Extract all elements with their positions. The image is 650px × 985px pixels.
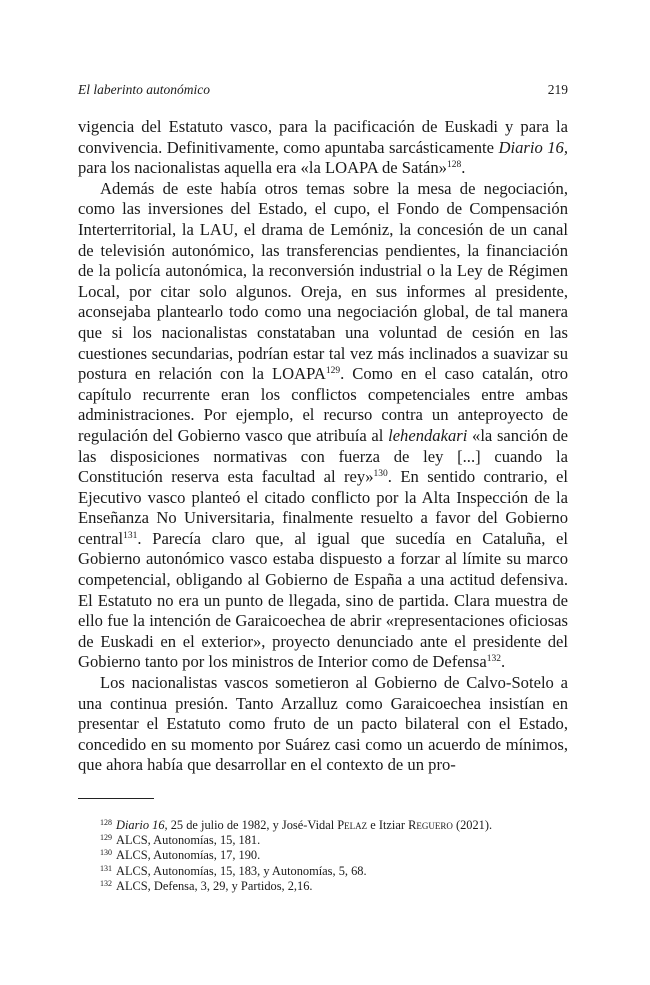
paragraph-3: Los nacionalistas vascos sometieron al Gobierno de Calvo-Sotelo a una continua presión. Tanto Arzalluz como Garaicoechea insistían en presentar el Estatuto como fruto de un pacto bilateral con el Estado, concedido en su momento por Suárez casi como un acuerdo de mínimos, que ahora había que desarrollar en el contexto de un pro- <box>78 673 568 775</box>
italic-run: Diario 16, <box>116 818 168 832</box>
footnote-text: ALCS, Defensa, 3, 29, y Partidos, 2,16. <box>116 878 313 893</box>
italic-run: lehendakari <box>388 425 468 445</box>
footnote-128 <box>100 818 568 833</box>
text-run: . <box>461 158 466 178</box>
text-run: para los nacionalistas aquella era «la LOAPA de Satán» <box>78 158 447 178</box>
footnote-number: 130 <box>100 848 112 858</box>
footnote-ref: 131 <box>123 530 138 541</box>
footnote-ref: 128 <box>446 160 462 171</box>
body-text <box>78 117 568 776</box>
footnote-number: 131 <box>100 863 112 873</box>
author-name: Reguero <box>408 818 453 832</box>
italic-run: Diario 16, <box>498 137 568 157</box>
footnote-number: 128 <box>100 818 112 827</box>
footnote-130 <box>100 848 568 863</box>
text-run: e Itziar <box>367 818 409 832</box>
footnote-131 <box>100 864 568 879</box>
text-run: . <box>501 652 506 672</box>
text-run: . En sentido contrario, el Ejecutivo vasco planteó el citado conflicto por la Alta Inspección de la Enseñanza No Universitaria, finalmente resuelto a favor del Gobierno central <box>78 467 568 548</box>
footnote-separator <box>78 798 154 799</box>
author-name: Pelaz <box>337 818 368 832</box>
footnote-text: ALCS, Autonomías, 15, 181. <box>116 833 261 848</box>
page-number: 219 <box>547 82 568 97</box>
paragraph-1 <box>78 117 568 179</box>
footnote-ref: 132 <box>486 654 502 665</box>
footnote-number: 132 <box>100 878 112 888</box>
text-run: 25 de julio de 1982, y José-Vidal <box>167 818 338 832</box>
paragraph-2 <box>78 179 568 673</box>
text-run: «la sanción de las disposiciones normativas con fuerza de ley [...] cuando la Constitución reserva esta facultad al rey» <box>78 425 568 487</box>
text-run: Además de este había otros temas sobre la mesa de negociación, como las inversiones del Estado, el cupo, el Fondo de Compensación Interterritorial, la LAU, el drama de Lemóniz, la concesión de un canal de televisión autonómico, las transferencias pendientes, la financiación de la policía autonómica, la reconversión industrial o la Ley de Régimen Local, por citar solo algunos. Oreja, en sus informes al presidente, aconsejaba plantearlo todo como una negociación global, de tal manera que si los nacionalistas constataban una voluntad de cesión en las cuestiones secundarias, podrían estar tal vez más inclinados a suavizar su postura en relación con la LOAPA <box>78 178 568 384</box>
footnote-text: ALCS, Autonomías, 17, 190. <box>116 848 261 863</box>
text-run: vigencia del Estatuto vasco, para la pacificación de Euskadi y para la convivencia. Definitivamente, como apuntaba sarcásticamente <box>78 117 568 157</box>
text-run: (2021). <box>452 818 493 832</box>
running-head <box>78 82 568 98</box>
text-run: . Como en el caso catalán, otro capítulo recurrente eran los conflictos competenciales entre ambas administraciones. Por ejemplo, el recurso contra un anteproyecto de regulación del Gobierno vasco que atribuía al <box>78 364 568 445</box>
footnote-ref: 129 <box>325 366 341 377</box>
footnote-ref: 130 <box>373 469 388 480</box>
footnote-number: 129 <box>100 833 112 843</box>
text-run: . Parecía claro que, al igual que sucedía en Cataluña, el Gobierno autonómico vasco estaba dispuesto a forzar al límite su marco competencial, obligando al Gobierno de España a una actitud defensiva. El Estatuto no era un punto de llegada, sino de partida. Clara muestra de ello fue la intención de Garaicoechea de abrir «representaciones oficiosas de Euskadi en el exterior», proyecto denunciado ante el presidente del Gobierno tanto por los ministros de Interior como de Defensa <box>78 528 568 672</box>
footnotes <box>100 818 568 894</box>
running-title: El laberinto autonómico <box>78 82 210 97</box>
footnote-132 <box>100 879 568 894</box>
footnote-text: ALCS, Autonomías, 15, 183, y Autonomías, 5, 68. <box>116 863 367 878</box>
footnote-129 <box>100 833 568 848</box>
